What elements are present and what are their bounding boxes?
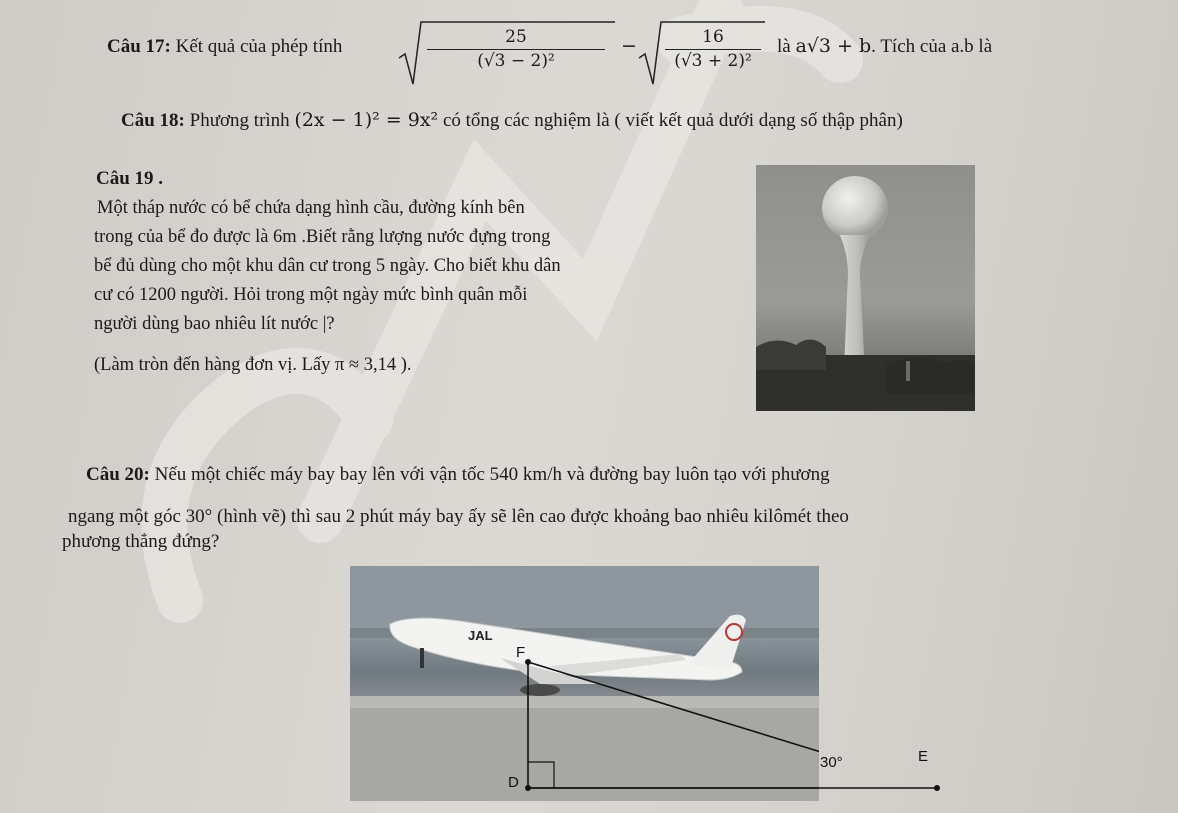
water-tower-photo [756,165,975,411]
question-18-text: Phương trình [189,110,290,131]
airplane-figure [350,566,843,801]
question-20-line: ngang một góc 30° (hình vẽ) thì sau 2 phút máy bay ấy sẽ lên cao được khoảng bao nhiêu kilômét theo [68,505,849,527]
question-18-ending: có tổng các nghiệm là ( viết kết quả dưới dạng số thập phân) [442,110,903,131]
point-d-label: D [508,774,519,791]
question-17 [107,20,1157,90]
fraction-1-denominator: (√3 − 2)² [477,50,555,71]
question-19 [96,166,746,378]
question-20-line: Nếu một chiếc máy bay bay lên với vận tốc 540 km/h và đường bay luôn tạo với phương [154,464,830,485]
question-19-line: Một tháp nước có bể chứa dạng hình cầu, đường kính bên [97,197,525,218]
question-19-line: bể đủ dùng cho một khu dân cư trong 5 ngày. Cho biết khu dân [94,255,561,276]
plane-logo-text: JAL [468,628,493,643]
minus-sign: − [621,35,637,57]
question-18-equation: (2x − 1)² = 9x² [294,109,439,131]
question-17-la: là [777,36,791,57]
question-19-line: người dùng bao nhiêu lít nước |? [94,313,335,334]
angle-label: 30° [820,754,843,771]
question-18 [121,108,1161,134]
question-17-label: Câu 17: [107,36,171,57]
fraction-2-denominator: (√3 + 2)² [674,50,752,71]
question-20-line: phương thẳng đứng? [62,531,220,553]
point-f-label: F [516,644,526,661]
question-19-label: Câu 19 . [96,168,164,189]
point-d-dot [525,785,531,791]
point-e-label: E [918,748,929,765]
question-20 [62,462,1160,555]
question-17-text: Kết quả của phép tính [175,36,343,57]
question-19-note: (Làm tròn đến hàng đơn vị. Lấy π ≈ 3,14 ). [94,354,412,375]
point-f-dot [525,659,531,665]
fraction-1-numerator: 25 [427,26,605,50]
water-tower-illustration [756,165,975,411]
airplane-illustration [350,566,819,801]
question-19-line: cư có 1200 người. Hỏi trong một ngày mức bình quân mỗi [94,284,528,305]
question-17-ending: . Tích của a.b là [871,36,993,57]
fraction-2-numerator: 16 [665,26,761,50]
question-19-line: trong của bể đo được là 6m .Biết rằng lượng nước đựng trong [94,226,551,247]
question-19-body [94,194,746,339]
segment-to-e [819,760,949,800]
question-20-label: Câu 20: [86,464,150,485]
point-e-dot [934,785,940,791]
question-17-expression: a√3 + b [795,35,872,57]
question-18-label: Câu 18: [121,110,185,131]
